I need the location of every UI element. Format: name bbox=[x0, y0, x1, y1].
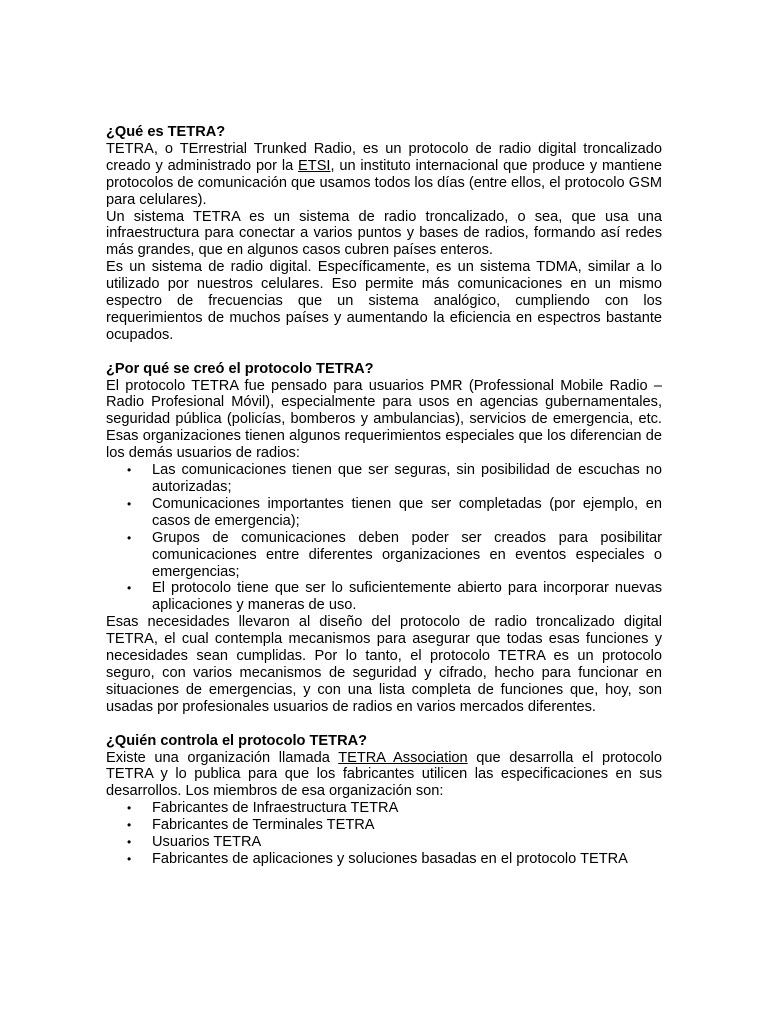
tetra-association-link[interactable]: TETRA Association bbox=[338, 749, 468, 766]
document-body bbox=[106, 124, 662, 868]
paragraph-design-needs: Esas necesidades llevaron al diseño del protocolo de radio troncalizado digital TETRA, el cual contempla mecanismos para asegurar que todas esas funciones y necesidades sean cumplidas. Por lo tanto, el protocolo TETRA es un protocolo seguro, con varios mecanismos de seguridad y cifrado, hecho para funcionar en situaciones de emergencias, y con una lista completa de funciones que, hoy, son usadas por profesionales usuarios de radios en varios mercados diferentes. bbox=[106, 614, 662, 715]
list-item-text: El protocolo tiene que ser lo suficientemente abierto para incorporar nuevas aplicaciones y maneras de uso. bbox=[152, 580, 662, 614]
list-item bbox=[106, 817, 662, 834]
list-item bbox=[106, 580, 662, 614]
list-item bbox=[106, 851, 662, 868]
etsi-link[interactable]: ETSI bbox=[298, 157, 331, 174]
list-item bbox=[106, 834, 662, 851]
list-item-text: Las comunicaciones tienen que ser seguras, sin posibilidad de escuchas no autorizadas; bbox=[152, 462, 662, 496]
bullet-icon: • bbox=[127, 530, 132, 545]
bullet-icon: • bbox=[127, 581, 132, 596]
bullet-icon: • bbox=[127, 835, 132, 850]
list-item bbox=[106, 462, 662, 496]
paragraph-pmr-users: El protocolo TETRA fue pensado para usuarios PMR (Professional Mobile Radio – Radio Profesional Móvil), especialmente para usos en agencias gubernamentales, seguridad pública (policías, bomberos y ambulancias), servicios de emergencia, etc. Esas organizaciones tienen algunos requerimientos especiales que los diferencian de los demás usuarios de radios: bbox=[106, 377, 662, 462]
heading-por-que-se-creo: ¿Por qué se creó el protocolo TETRA? bbox=[106, 360, 374, 377]
paragraph-text: TETRA, o TErrestrial Trunked Radio, es un protocolo de radio digital troncalizado creado y administrado por la bbox=[106, 140, 662, 174]
bullet-icon: • bbox=[127, 801, 132, 816]
paragraph-digital-system: Es un sistema de radio digital. Específicamente, es un sistema TDMA, similar a lo utilizado por nuestros celulares. Eso permite más comunicaciones en un mismo espectro de frecuencias que un sistema analógico, cumpliendo con los requerimientos de muchos países y aumentando la eficiencia en espectros bastante ocupados. bbox=[106, 259, 662, 343]
list-item-text: Grupos de comunicaciones deben poder ser creados para posibilitar comunicaciones entre diferentes organizaciones en eventos especiales o emergencias; bbox=[152, 529, 662, 580]
paragraph-text: , un instituto internacional que produce y mantiene protocolos de comunicación que usamos todos los días (entre ellos, el protocolo GSM para celulares). bbox=[106, 157, 662, 208]
paragraph-tetra-association bbox=[106, 750, 662, 801]
bullet-icon: • bbox=[127, 463, 132, 478]
paragraph-trunked-system: Un sistema TETRA es un sistema de radio troncalizado, o sea, que usa una infraestructura para conectar a varios puntos y bases de radios, formando así redes más grandes, que en algunos casos cubren países enteros. bbox=[106, 208, 662, 259]
list-item-text: Comunicaciones importantes tienen que ser completadas (por ejemplo, en casos de emergencia); bbox=[152, 495, 662, 529]
list-item bbox=[106, 496, 662, 530]
heading-quien-controla: ¿Quién controla el protocolo TETRA? bbox=[106, 732, 368, 749]
members-list bbox=[106, 800, 662, 868]
bullet-icon: • bbox=[127, 818, 132, 833]
heading-que-es-tetra: ¿Qué es TETRA? bbox=[106, 124, 226, 140]
list-item-text: Fabricantes de Infraestructura TETRA bbox=[152, 800, 399, 817]
paragraph-text: Existe una organización llamada bbox=[106, 749, 339, 766]
requirements-list bbox=[106, 462, 662, 614]
paragraph-text: que desarrolla el protocolo TETRA y lo publica para que los fabricantes utilicen las especificaciones en sus desarrollos. Los miembros de esa organización son: bbox=[106, 749, 662, 800]
list-item-text: Fabricantes de Terminales TETRA bbox=[152, 817, 375, 834]
list-item-text: Fabricantes de aplicaciones y soluciones basadas en el protocolo TETRA bbox=[152, 850, 628, 867]
bullet-icon: • bbox=[127, 496, 132, 511]
list-item bbox=[106, 530, 662, 581]
list-item bbox=[106, 800, 662, 817]
list-item-text: Usuarios TETRA bbox=[152, 834, 262, 851]
paragraph-tetra-definition bbox=[106, 141, 662, 209]
bullet-icon: • bbox=[127, 851, 132, 866]
